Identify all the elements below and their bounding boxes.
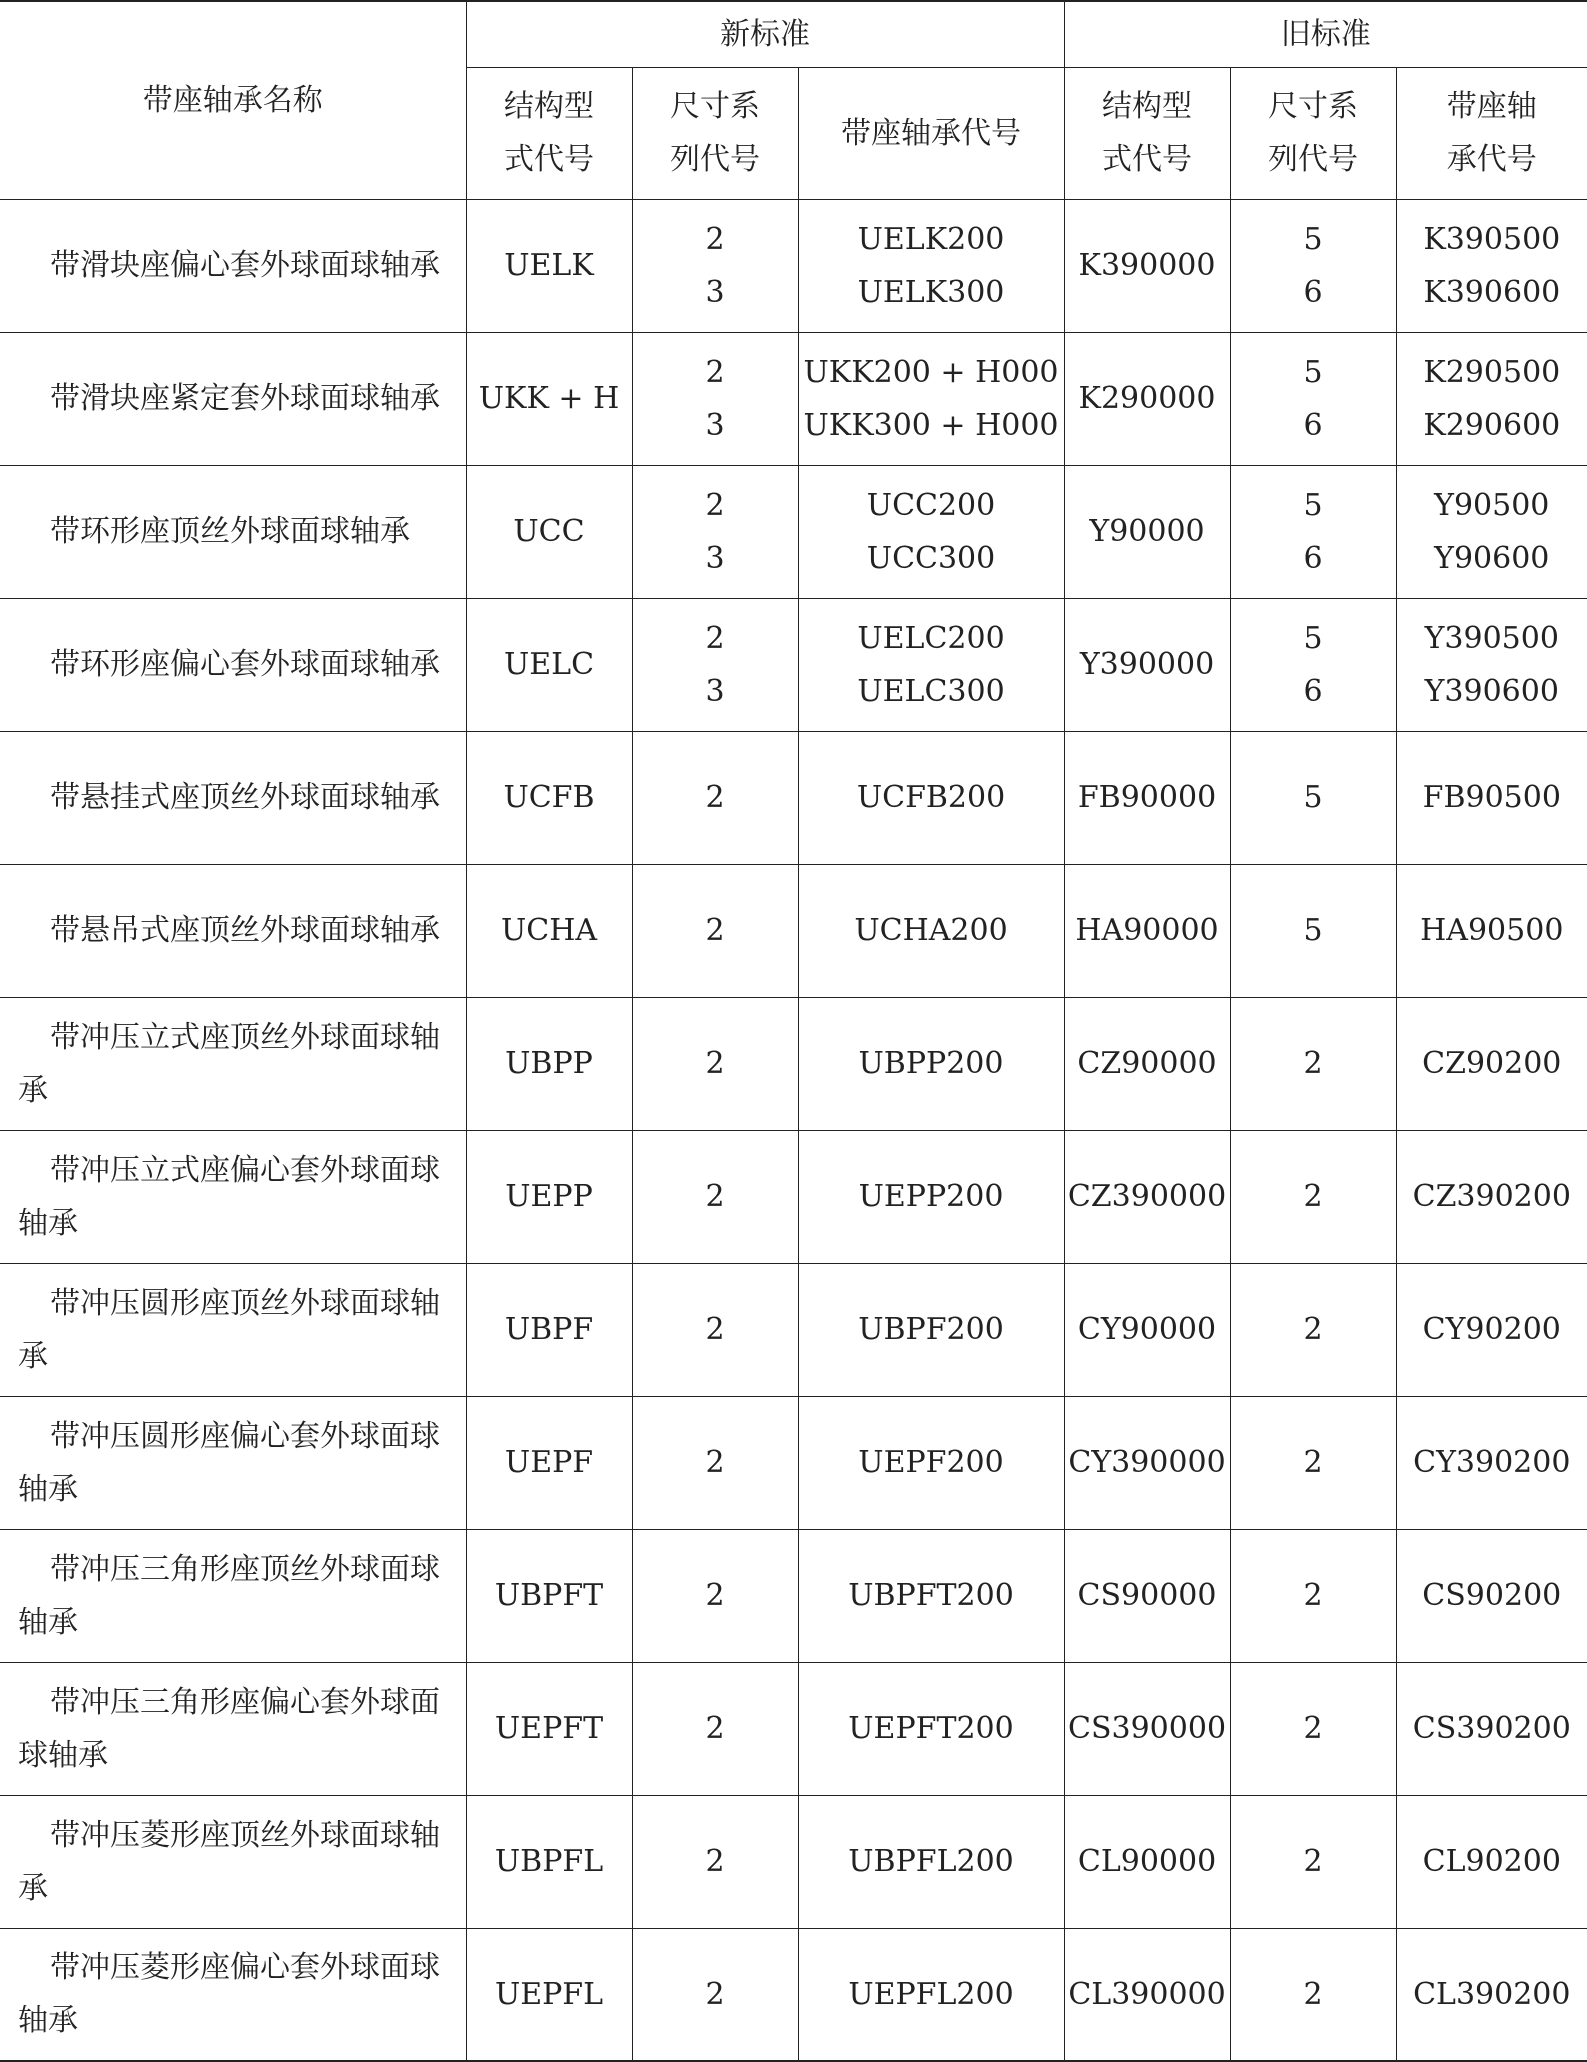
new-bearing-code: UCC300 <box>866 540 996 576</box>
old-type-code-cell <box>1064 598 1230 731</box>
old-bearing-code: HA90500 <box>1420 913 1564 948</box>
old-bearing-code: CL390200 <box>1413 1976 1571 2012</box>
table-row <box>0 199 1587 332</box>
old-size-code: 6 <box>1303 274 1323 310</box>
table-row <box>0 1662 1587 1795</box>
bearing-name: 带冲压立式座偏心套外球面球轴承 <box>18 1152 440 1241</box>
new-type-code: UBPP <box>505 1046 593 1081</box>
old-size-code: 5 <box>1303 780 1323 815</box>
new-size-code: 2 <box>705 354 725 390</box>
old-type-code-cell <box>1064 1529 1230 1662</box>
old-size-code: 6 <box>1303 540 1323 576</box>
old-type-code-cell <box>1064 1662 1230 1795</box>
header-old-type-line1: 结构型 <box>1102 89 1193 124</box>
bearing-name-cell <box>0 332 466 465</box>
bearing-name: 带冲压三角形座偏心套外球面球轴承 <box>18 1684 440 1773</box>
header-new-bearing-code <box>798 67 1064 199</box>
bearing-name: 带滑块座紧定套外球面球轴承 <box>50 381 440 416</box>
new-type-code: UCHA <box>500 913 598 948</box>
old-size-code: 5 <box>1303 620 1323 656</box>
bearing-name-cell <box>0 1130 466 1263</box>
new-size-code: 2 <box>705 1976 725 2012</box>
new-size-code-cell <box>632 1795 798 1928</box>
new-bearing-code-cell <box>798 1662 1064 1795</box>
old-bearing-code: K290500 <box>1423 354 1561 390</box>
old-bearing-code-cell <box>1396 199 1587 332</box>
table-row <box>0 1529 1587 1662</box>
new-size-code-cell <box>632 598 798 731</box>
new-size-code-cell <box>632 1396 798 1529</box>
table-row <box>0 1795 1587 1928</box>
bearing-name: 带环形座偏心套外球面球轴承 <box>50 647 440 682</box>
bearing-name: 带悬挂式座顶丝外球面球轴承 <box>50 780 440 815</box>
bearing-name-cell <box>0 199 466 332</box>
old-bearing-code-cell <box>1396 465 1587 598</box>
new-size-code: 2 <box>705 1844 725 1879</box>
bearing-name: 带滑块座偏心套外球面球轴承 <box>50 248 440 283</box>
header-old-type-line2: 式代号 <box>1102 142 1193 177</box>
new-size-code-cell <box>632 997 798 1130</box>
old-type-code: HA90000 <box>1075 913 1219 948</box>
old-type-code-cell <box>1064 1130 1230 1263</box>
old-type-code-cell <box>1064 332 1230 465</box>
new-type-code-cell <box>466 1130 632 1263</box>
header-new-type-line2: 式代号 <box>504 142 594 177</box>
new-bearing-code: UBPP200 <box>858 1046 1004 1081</box>
header-new-standard <box>466 1 1064 67</box>
old-type-code: CZ390000 <box>1067 1179 1227 1214</box>
table-row <box>0 731 1587 864</box>
old-type-code: CL390000 <box>1068 1976 1226 2012</box>
header-new-code-line1: 带座轴承代号 <box>841 115 1021 151</box>
new-bearing-code-cell <box>798 864 1064 997</box>
old-size-code: 6 <box>1303 673 1323 709</box>
old-type-code-cell <box>1064 864 1230 997</box>
new-bearing-code: UCFB200 <box>856 780 1006 815</box>
old-bearing-code: CL90200 <box>1422 1844 1561 1879</box>
old-bearing-code-cell <box>1396 1795 1587 1928</box>
bearing-name-cell <box>0 465 466 598</box>
old-bearing-code-cell <box>1396 1662 1587 1795</box>
header-old-code-line2: 承代号 <box>1446 142 1537 177</box>
old-type-code: K390000 <box>1078 248 1216 283</box>
old-size-code: 2 <box>1303 1445 1323 1480</box>
old-size-code: 5 <box>1303 487 1323 523</box>
header-name-text: 带座轴承名称 <box>142 82 323 118</box>
old-bearing-code-cell <box>1396 598 1587 731</box>
new-bearing-code: UELK200 <box>857 221 1005 257</box>
old-bearing-code: K390500 <box>1423 221 1561 257</box>
new-bearing-code: UCHA200 <box>854 913 1008 948</box>
old-size-code: 2 <box>1303 1711 1323 1746</box>
old-bearing-code: Y90600 <box>1434 540 1550 576</box>
header-new-size-line1: 尺寸系 <box>670 89 760 124</box>
table-row <box>0 598 1587 731</box>
old-type-code-cell <box>1064 1928 1230 2061</box>
new-size-code-cell <box>632 1263 798 1396</box>
new-bearing-code-cell <box>798 1795 1064 1928</box>
old-type-code: CY390000 <box>1068 1445 1226 1480</box>
new-size-code-cell <box>632 1928 798 2061</box>
bearing-name: 带悬吊式座顶丝外球面球轴承 <box>50 913 440 948</box>
new-size-code: 2 <box>705 1312 725 1347</box>
old-type-code-cell <box>1064 1795 1230 1928</box>
new-size-code: 2 <box>705 1711 725 1746</box>
new-bearing-code: UEPP200 <box>858 1179 1004 1214</box>
new-type-code: UBPF <box>504 1312 594 1347</box>
old-type-code: CS90000 <box>1077 1578 1217 1613</box>
new-size-code-cell <box>632 864 798 997</box>
new-type-code: UELK <box>504 248 594 283</box>
old-size-code: 6 <box>1303 407 1323 443</box>
new-size-code: 2 <box>705 221 725 257</box>
new-bearing-code-cell <box>798 465 1064 598</box>
new-bearing-code-cell <box>798 598 1064 731</box>
old-size-code-cell <box>1230 1263 1396 1396</box>
bearing-name-cell <box>0 1529 466 1662</box>
old-type-code: Y90000 <box>1089 514 1205 549</box>
header-old-standard-text: 旧标准 <box>1280 16 1371 52</box>
old-bearing-code: Y90500 <box>1434 487 1550 523</box>
old-type-code-cell <box>1064 997 1230 1130</box>
bearing-name-cell <box>0 1795 466 1928</box>
new-bearing-code: UELK300 <box>857 274 1005 310</box>
old-bearing-code: FB90500 <box>1422 780 1561 815</box>
old-size-code-cell <box>1230 1662 1396 1795</box>
old-size-code-cell <box>1230 864 1396 997</box>
bearing-name: 带冲压圆形座偏心套外球面球轴承 <box>18 1418 440 1507</box>
old-bearing-code-cell <box>1396 1396 1587 1529</box>
new-size-code: 2 <box>705 1578 725 1613</box>
new-bearing-code: UKK200 + H000 <box>803 354 1059 390</box>
new-type-code-cell <box>466 1795 632 1928</box>
old-size-code-cell <box>1230 332 1396 465</box>
header-old-bearing-code <box>1396 67 1587 199</box>
new-bearing-code: UCC200 <box>866 487 996 523</box>
new-bearing-code-cell <box>798 1263 1064 1396</box>
new-size-code-cell <box>632 199 798 332</box>
old-type-code-cell <box>1064 1396 1230 1529</box>
new-bearing-code: UBPFL200 <box>848 1844 1014 1879</box>
new-bearing-code: UKK300 + H000 <box>803 407 1059 443</box>
old-bearing-code-cell <box>1396 332 1587 465</box>
new-type-code: UCFB <box>503 780 595 815</box>
new-bearing-code-cell <box>798 997 1064 1130</box>
header-old-size-line1: 尺寸系 <box>1268 89 1359 124</box>
old-size-code: 2 <box>1303 1312 1323 1347</box>
old-bearing-code: Y390500 <box>1424 620 1559 656</box>
old-bearing-code-cell <box>1396 1529 1587 1662</box>
bearing-name: 带冲压圆形座顶丝外球面球轴承 <box>18 1285 440 1374</box>
new-size-code: 2 <box>705 1046 725 1081</box>
new-bearing-code: UEPFL200 <box>848 1976 1014 2012</box>
new-bearing-code: UELC300 <box>857 673 1005 709</box>
old-type-code: Y390000 <box>1079 647 1215 682</box>
table-row <box>0 1928 1587 2061</box>
header-old-standard <box>1064 1 1587 67</box>
new-size-code: 2 <box>705 913 725 948</box>
old-size-code: 2 <box>1303 1844 1323 1879</box>
new-size-code-cell <box>632 332 798 465</box>
old-type-code: CS390000 <box>1068 1711 1227 1746</box>
old-bearing-code-cell <box>1396 864 1587 997</box>
new-type-code-cell <box>466 1263 632 1396</box>
old-size-code-cell <box>1230 731 1396 864</box>
header-new-standard-text: 新标准 <box>720 16 810 52</box>
old-bearing-code-cell <box>1396 1263 1587 1396</box>
old-size-code: 2 <box>1303 1046 1323 1081</box>
old-bearing-code: Y390600 <box>1424 673 1559 709</box>
old-bearing-code-cell <box>1396 997 1587 1130</box>
old-size-code-cell <box>1230 199 1396 332</box>
new-bearing-code-cell <box>798 1130 1064 1263</box>
new-type-code-cell <box>466 1662 632 1795</box>
old-size-code-cell <box>1230 1130 1396 1263</box>
old-size-code: 5 <box>1303 221 1323 257</box>
new-size-code: 2 <box>705 1179 725 1214</box>
old-bearing-code: CY390200 <box>1413 1445 1571 1480</box>
new-size-code: 2 <box>705 1445 725 1480</box>
table-row <box>0 332 1587 465</box>
old-size-code-cell <box>1230 598 1396 731</box>
new-type-code: UEPF <box>504 1445 594 1480</box>
bearing-name: 带环形座顶丝外球面球轴承 <box>50 514 410 549</box>
old-bearing-code: CZ390200 <box>1412 1179 1571 1214</box>
new-bearing-code: UEPF200 <box>858 1445 1004 1480</box>
old-bearing-code-cell <box>1396 1928 1587 2061</box>
new-bearing-code-cell <box>798 199 1064 332</box>
new-type-code-cell <box>466 598 632 731</box>
new-type-code-cell <box>466 1396 632 1529</box>
new-type-code-cell <box>466 332 632 465</box>
bearing-name-cell <box>0 1396 466 1529</box>
header-name-column <box>0 1 466 199</box>
header-old-size-code <box>1230 67 1396 199</box>
new-bearing-code-cell <box>798 1928 1064 2061</box>
new-type-code: UEPFL <box>494 1976 604 2012</box>
new-bearing-code: UBPFT200 <box>848 1578 1014 1613</box>
new-bearing-code-cell <box>798 1396 1064 1529</box>
table-row <box>0 1130 1587 1263</box>
old-type-code-cell <box>1064 199 1230 332</box>
new-type-code-cell <box>466 1928 632 2061</box>
old-size-code-cell <box>1230 1928 1396 2061</box>
new-type-code-cell <box>466 731 632 864</box>
new-bearing-code: UELC200 <box>857 620 1005 656</box>
new-size-code-cell <box>632 1130 798 1263</box>
new-type-code-cell <box>466 1529 632 1662</box>
new-bearing-code: UEPFT200 <box>848 1711 1014 1746</box>
bearing-name-cell <box>0 1263 466 1396</box>
new-type-code: UBPFL <box>494 1844 604 1879</box>
bearing-name-cell <box>0 1928 466 2061</box>
old-bearing-code: K390600 <box>1423 274 1561 310</box>
header-old-type-code <box>1064 67 1230 199</box>
old-bearing-code: CZ90200 <box>1422 1046 1562 1081</box>
old-type-code: K290000 <box>1078 381 1216 416</box>
old-size-code-cell <box>1230 1795 1396 1928</box>
new-type-code: UEPP <box>505 1179 593 1214</box>
header-new-type-code <box>466 67 632 199</box>
table-row <box>0 1396 1587 1529</box>
new-size-code: 2 <box>705 487 725 523</box>
new-size-code-cell <box>632 731 798 864</box>
header-old-size-line2: 列代号 <box>1268 142 1359 177</box>
old-type-code-cell <box>1064 1263 1230 1396</box>
old-type-code-cell <box>1064 731 1230 864</box>
old-type-code: CZ90000 <box>1077 1046 1217 1081</box>
new-size-code: 2 <box>705 780 725 815</box>
new-bearing-code: UBPF200 <box>858 1312 1004 1347</box>
old-size-code-cell <box>1230 465 1396 598</box>
old-size-code-cell <box>1230 1396 1396 1529</box>
header-new-size-code <box>632 67 798 199</box>
old-type-code: CY90000 <box>1077 1312 1217 1347</box>
header-old-code-line1: 带座轴 <box>1446 89 1537 124</box>
old-size-code: 2 <box>1303 1179 1323 1214</box>
new-size-code: 2 <box>705 620 725 656</box>
table-row <box>0 1263 1587 1396</box>
bearing-name: 带冲压菱形座偏心套外球面球轴承 <box>18 1950 440 2039</box>
new-size-code: 3 <box>705 673 725 709</box>
new-type-code: UCC <box>513 514 585 549</box>
old-bearing-code-cell <box>1396 731 1587 864</box>
new-bearing-code-cell <box>798 1529 1064 1662</box>
new-type-code: UEPFT <box>494 1711 604 1746</box>
old-size-code: 2 <box>1303 1976 1323 2012</box>
old-type-code: CL90000 <box>1077 1844 1217 1879</box>
new-type-code-cell <box>466 199 632 332</box>
old-size-code: 5 <box>1303 354 1323 390</box>
new-type-code: UELC <box>503 647 595 682</box>
old-size-code-cell <box>1230 997 1396 1130</box>
bearing-name: 带冲压菱形座顶丝外球面球轴承 <box>18 1817 440 1906</box>
new-size-code-cell <box>632 465 798 598</box>
new-type-code-cell <box>466 864 632 997</box>
old-bearing-code: CY90200 <box>1422 1312 1561 1347</box>
old-size-code: 2 <box>1303 1578 1323 1613</box>
bearing-name: 带冲压立式座顶丝外球面球轴承 <box>18 1019 440 1108</box>
bearing-name-cell <box>0 997 466 1130</box>
new-type-code: UKK + H <box>478 381 620 416</box>
new-bearing-code-cell <box>798 731 1064 864</box>
new-size-code: 3 <box>705 407 725 443</box>
table-row <box>0 997 1587 1130</box>
new-type-code-cell <box>466 997 632 1130</box>
new-size-code: 3 <box>705 274 725 310</box>
bearing-name-cell <box>0 731 466 864</box>
old-bearing-code: CS90200 <box>1422 1578 1562 1613</box>
old-bearing-code-cell <box>1396 1130 1587 1263</box>
new-type-code: UBPFT <box>494 1578 604 1613</box>
new-bearing-code-cell <box>798 332 1064 465</box>
header-new-type-line1: 结构型 <box>504 89 594 124</box>
header-new-size-line2: 列代号 <box>670 142 760 177</box>
old-size-code: 5 <box>1303 913 1323 948</box>
bearing-name-cell <box>0 1662 466 1795</box>
bearing-name-cell <box>0 864 466 997</box>
old-bearing-code: CS390200 <box>1412 1711 1571 1746</box>
table-row <box>0 864 1587 997</box>
new-size-code-cell <box>632 1662 798 1795</box>
table-body <box>0 199 1587 2061</box>
new-size-code-cell <box>632 1529 798 1662</box>
bearing-name-cell <box>0 598 466 731</box>
old-size-code-cell <box>1230 1529 1396 1662</box>
new-type-code-cell <box>466 465 632 598</box>
old-bearing-code: K290600 <box>1423 407 1561 443</box>
old-type-code-cell <box>1064 465 1230 598</box>
bearing-name: 带冲压三角形座顶丝外球面球轴承 <box>18 1551 440 1640</box>
table-row <box>0 465 1587 598</box>
new-size-code: 3 <box>705 540 725 576</box>
old-type-code: FB90000 <box>1077 780 1217 815</box>
